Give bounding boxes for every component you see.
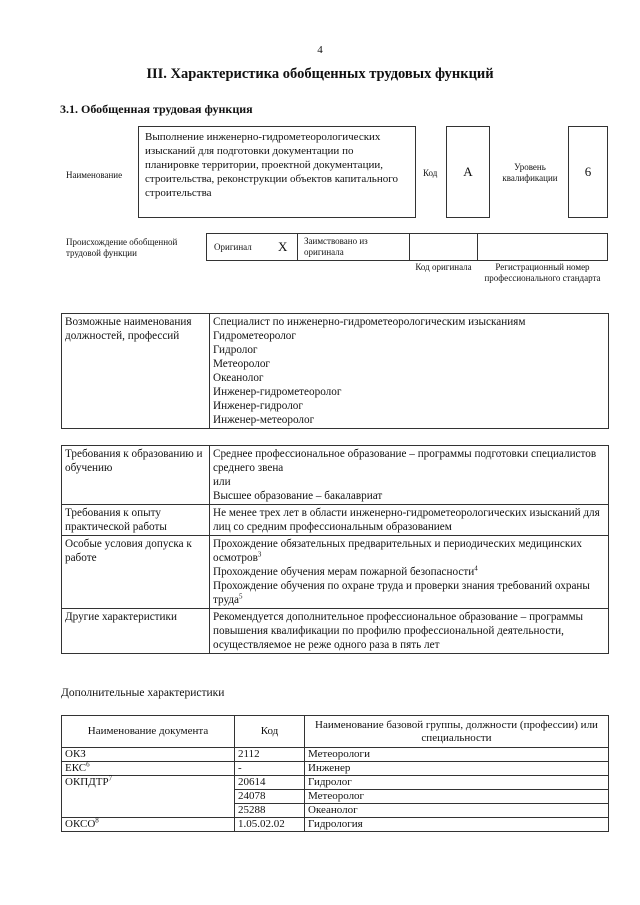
subsection-title: 3.1. Обобщенная трудовая функция xyxy=(60,102,253,116)
page-number: 4 xyxy=(317,44,323,56)
row-name xyxy=(305,790,609,804)
positions-label xyxy=(62,314,210,429)
position-item: Метеоролог xyxy=(213,358,271,370)
header-code xyxy=(235,716,305,748)
special-label-text: Особые условия допуска к работе xyxy=(65,538,192,564)
row-doc-text: ОКПДТР xyxy=(65,776,109,788)
row-code xyxy=(235,776,305,790)
position-item: Инженер-гидрометеоролог xyxy=(213,386,342,398)
special-item xyxy=(213,537,605,565)
requirements-table xyxy=(61,445,609,654)
row-name-text: Гидрология xyxy=(308,818,363,830)
education-label-text: Требования к образованию и обучению xyxy=(65,448,203,474)
level-value: 6 xyxy=(584,164,592,179)
row-doc-text: ОКЗ xyxy=(65,748,86,760)
other-label-text: Другие характеристики xyxy=(65,611,177,623)
code-label: Код xyxy=(423,168,438,178)
education-line: или xyxy=(213,476,231,488)
header-doc-text: Наименование документа xyxy=(87,725,209,737)
additional-table xyxy=(61,715,609,832)
footnote-ref: 8 xyxy=(95,816,99,825)
additional-title: Дополнительные характеристики xyxy=(61,687,225,699)
row-doc-text: ОКСО xyxy=(65,818,96,830)
code-value-box xyxy=(446,126,490,218)
education-line: Высшее образование – бакалавриат xyxy=(213,490,383,502)
education-line: Среднее профессиональное образование – программы подготовки специалистов среднего звена xyxy=(213,448,597,474)
special-item-text: Прохождение обязательных предварительных и периодических медицинских осмотров xyxy=(213,538,582,564)
function-name-value: Выполнение инженерно-гидрометеорологических изысканий для подготовки документации по планировке территории, проектной документации, строительства, реконструкции объектов капитального строительства xyxy=(145,131,398,199)
row-code xyxy=(235,804,305,818)
function-name-box xyxy=(138,126,416,218)
row-name-text: Метеорологи xyxy=(308,748,370,760)
row-code xyxy=(235,748,305,762)
row-doc xyxy=(62,818,235,832)
origin-label: Происхождение обобщенной трудовой функции xyxy=(66,237,178,258)
row-code xyxy=(235,790,305,804)
experience-label xyxy=(62,505,210,536)
special-item xyxy=(213,565,605,579)
row-code xyxy=(235,762,305,776)
position-item: Гидролог xyxy=(213,344,258,356)
row-name xyxy=(305,776,609,790)
table-row xyxy=(62,762,609,776)
header-doc xyxy=(62,716,235,748)
table-row xyxy=(62,776,609,790)
header-code-text: Код xyxy=(260,725,279,737)
footnote-ref: 3 xyxy=(257,550,262,559)
row-name xyxy=(305,804,609,818)
original-cell xyxy=(206,233,298,261)
other-value xyxy=(210,609,609,654)
position-item: Инженер-метеоролог xyxy=(213,414,315,426)
footnote-ref: 7 xyxy=(108,774,113,783)
row-code-text: 1.05.02.02 xyxy=(238,818,285,830)
section-title: III. Характеристика обобщенных трудовых функций xyxy=(146,66,494,82)
education-value xyxy=(210,446,609,505)
row-name xyxy=(305,818,609,832)
special-item xyxy=(213,579,605,607)
table-row xyxy=(62,748,609,762)
row-code-text: 20614 xyxy=(238,776,266,788)
row-code-text: 25288 xyxy=(238,804,266,816)
code-original-caption: Код оригинала xyxy=(415,262,472,272)
footnote-ref: 5 xyxy=(239,592,243,601)
code-original-cell xyxy=(409,233,478,261)
footnote-ref: 6 xyxy=(86,760,90,769)
borrowed-label: Заимствовано из оригинала xyxy=(304,236,368,257)
reg-number-cell xyxy=(477,233,608,261)
code-value: А xyxy=(463,164,473,179)
positions-label-text: Возможные наименования должностей, профессий xyxy=(65,316,192,342)
experience-text: Не менее трех лет в области инженерно-гидрометеорологических изысканий для лиц со средним профессиональным образованием xyxy=(213,507,600,533)
position-item: Океанолог xyxy=(213,372,264,384)
special-item-text: Прохождение обучения по охране труда и проверки знания требований охраны труда xyxy=(213,580,590,606)
special-value xyxy=(210,536,609,609)
row-name-text: Океанолог xyxy=(308,804,358,816)
experience-value xyxy=(210,505,609,536)
special-label xyxy=(62,536,210,609)
row-name-text: Метеоролог xyxy=(308,790,365,802)
positions-table xyxy=(61,313,609,429)
special-item-text: Прохождение обучения мерам пожарной безопасности xyxy=(213,566,475,578)
position-item: Инженер-гидролог xyxy=(213,400,303,412)
level-label: Уровень квалификации xyxy=(502,162,558,183)
header-name-text: Наименование базовой группы, должности (профессии) или специальности xyxy=(315,718,598,744)
position-item: Гидрометеоролог xyxy=(213,330,296,342)
row-code xyxy=(235,818,305,832)
row-name-text: Инженер xyxy=(308,762,351,774)
row-code-text: 2112 xyxy=(238,748,260,760)
education-label xyxy=(62,446,210,505)
original-mark: X xyxy=(278,239,288,254)
footnote-ref: 4 xyxy=(474,564,478,573)
positions-list xyxy=(210,314,609,429)
header-name xyxy=(305,716,609,748)
row-code-text: - xyxy=(238,762,242,774)
position-item: Специалист по инженерно-гидрометеорологическим изысканиям xyxy=(213,316,526,328)
row-name xyxy=(305,762,609,776)
reg-number-caption: Регистрационный номер профессионального стандарта xyxy=(484,262,601,283)
row-doc-text: ЕКС xyxy=(65,762,87,774)
other-text: Рекомендуется дополнительное профессиональное образование – программы повышения квалификации по профилю профессиональной деятельности, осуществляемое не реже одного раза в пять лет xyxy=(213,611,584,651)
other-label xyxy=(62,609,210,654)
row-name xyxy=(305,748,609,762)
experience-label-text: Требования к опыту практической работы xyxy=(65,507,167,533)
row-doc xyxy=(62,762,235,776)
row-name-text: Гидролог xyxy=(308,776,352,788)
borrowed-cell xyxy=(297,233,410,261)
original-label: Оригинал xyxy=(214,242,252,252)
level-value-box xyxy=(568,126,608,218)
row-doc xyxy=(62,776,235,818)
table-row xyxy=(62,818,609,832)
name-label: Наименование xyxy=(66,170,123,180)
row-code-text: 24078 xyxy=(238,790,266,802)
